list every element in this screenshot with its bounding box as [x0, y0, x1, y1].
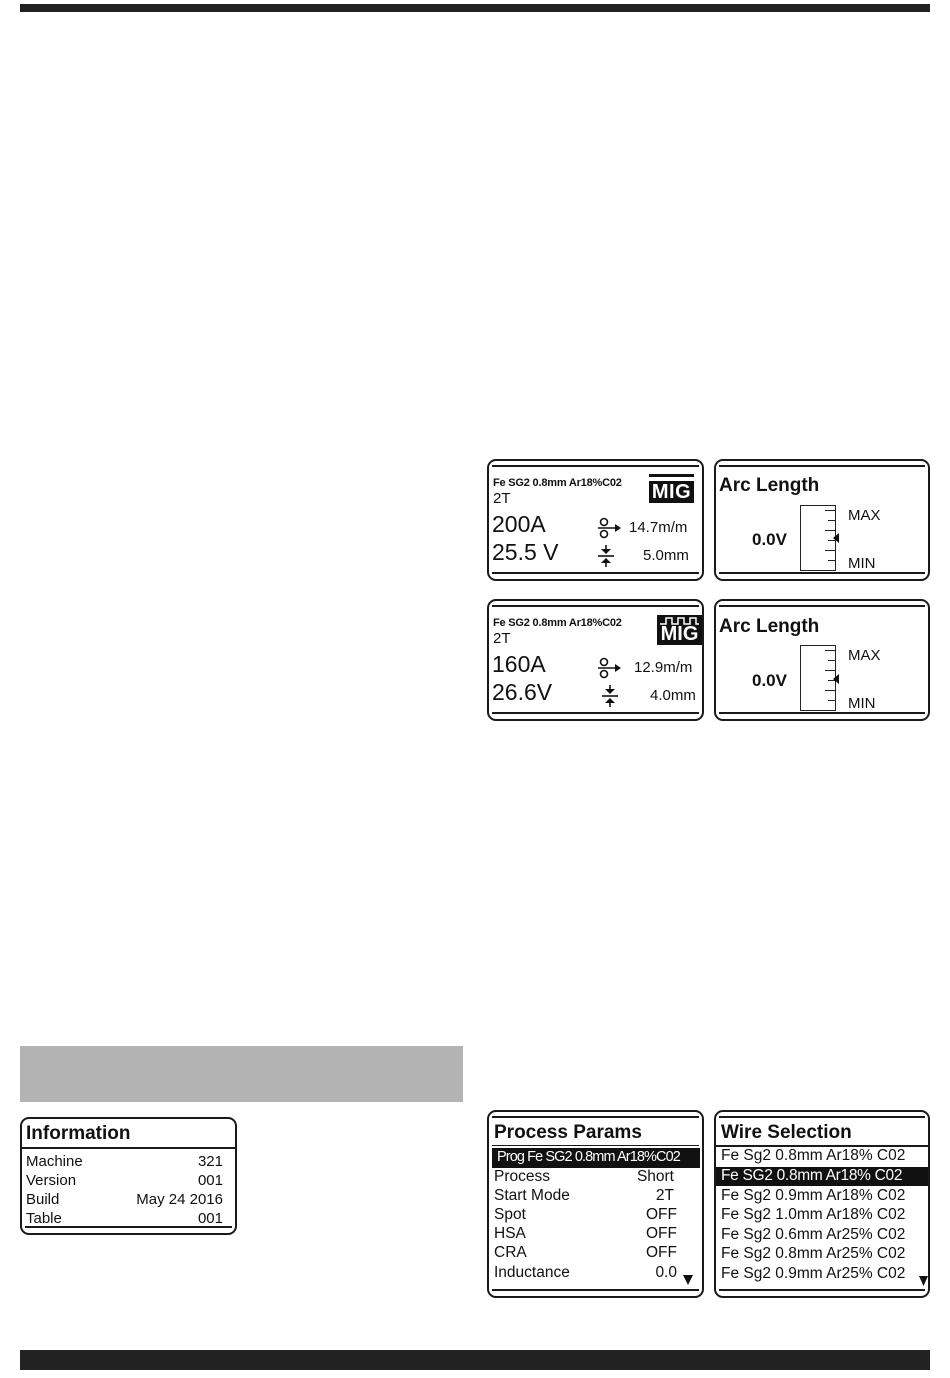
wire-list-item[interactable]: Fe Sg2 0.8mm Ar25% C02	[721, 1245, 906, 1262]
process-params-title: Process Params	[494, 1122, 642, 1143]
param-label-process[interactable]: Process	[494, 1168, 550, 1185]
info-value-version: 001	[197, 1172, 223, 1189]
info-value-build: May 24 2016	[136, 1191, 223, 1208]
current-value: 160A	[492, 651, 546, 677]
thickness-icon	[596, 545, 616, 567]
mig-logo-bar	[649, 474, 694, 477]
level-pointer-icon	[833, 674, 839, 684]
program-name: Fe SG2 0.8mm Ar18%C02	[493, 617, 622, 629]
param-label-cra[interactable]: CRA	[494, 1244, 527, 1261]
pulse-mig-logo	[657, 615, 702, 645]
min-label: MIN	[848, 555, 876, 572]
arc-level-scale	[800, 505, 836, 571]
wire-feed-icon	[596, 517, 622, 539]
arc-length-screen-2	[714, 599, 930, 721]
min-label: MIN	[848, 695, 876, 712]
title-divider	[492, 1145, 699, 1146]
mig-logo: MIG	[649, 481, 694, 503]
wire-list-item-selected[interactable]	[716, 1167, 928, 1186]
info-label-table: Table	[26, 1210, 62, 1227]
max-label: MAX	[848, 647, 881, 664]
param-label-start-mode[interactable]: Start Mode	[494, 1187, 570, 1204]
information-screen	[20, 1117, 237, 1235]
param-value-process: Short	[636, 1168, 674, 1185]
level-pointer-icon	[833, 533, 839, 543]
info-label-machine: Machine	[26, 1153, 83, 1170]
wire-selection-screen	[714, 1110, 930, 1298]
section-header-bar	[20, 1046, 463, 1102]
voltage-value: 26.6V	[492, 679, 553, 705]
mig-main-screen-1	[487, 459, 704, 581]
scroll-down-arrow-icon[interactable]	[683, 1275, 693, 1285]
param-value-spot: OFF	[646, 1206, 677, 1223]
weld-mode: 2T	[493, 490, 511, 507]
current-value: 200A	[492, 511, 546, 537]
program-name: Fe SG2 0.8mm Ar18%C02	[493, 477, 622, 489]
arc-length-screen-1	[714, 459, 930, 581]
information-title: Information	[26, 1123, 131, 1144]
wire-list-item[interactable]: Fe Sg2 0.9mm Ar25% C02	[721, 1265, 906, 1282]
arc-voltage-value: 0.0V	[752, 671, 787, 690]
info-value-machine: 321	[197, 1153, 223, 1170]
selected-program-row[interactable]	[492, 1148, 700, 1168]
bottom-rule	[20, 1350, 930, 1370]
arc-length-title: Arc Length	[719, 616, 820, 637]
wire-list-item[interactable]: Fe Sg2 0.6mm Ar25% C02	[721, 1226, 906, 1243]
wire-feed-icon	[596, 657, 622, 679]
voltage-value: 25.5 V	[492, 539, 559, 565]
title-divider	[22, 1147, 235, 1149]
max-label: MAX	[848, 507, 881, 524]
param-value-hsa: OFF	[646, 1225, 677, 1242]
scroll-down-arrow-icon[interactable]	[919, 1276, 928, 1286]
thickness-icon	[600, 685, 620, 707]
thickness-value: 4.0mm	[650, 687, 696, 704]
info-label-version: Version	[26, 1172, 77, 1189]
info-value-table: 001	[197, 1210, 223, 1227]
param-label-spot[interactable]: Spot	[494, 1206, 526, 1223]
arc-level-scale	[800, 645, 836, 711]
param-value-cra: OFF	[646, 1244, 677, 1261]
wire-selection-title: Wire Selection	[721, 1122, 852, 1143]
weld-mode: 2T	[493, 630, 511, 647]
top-rule	[20, 4, 930, 12]
wire-list-item[interactable]: Fe Sg2 0.9mm Ar18% C02	[721, 1187, 906, 1204]
param-value-inductance: 0.0	[655, 1264, 677, 1281]
selected-program-label: Prog Fe SG2 0.8mm Ar18%C02	[497, 1149, 680, 1165]
arc-voltage-value: 0.0V	[752, 530, 787, 549]
mig-main-screen-2	[487, 599, 704, 721]
wire-list-item[interactable]: Fe Sg2 0.8mm Ar18% C02	[721, 1147, 906, 1164]
thickness-value: 5.0mm	[643, 547, 689, 564]
info-label-build: Build	[26, 1191, 60, 1208]
wire-speed-value: 12.9m/m	[634, 659, 693, 676]
wire-speed-value: 14.7m/m	[629, 519, 688, 536]
wire-list-item[interactable]: Fe Sg2 1.0mm Ar18% C02	[721, 1206, 906, 1223]
process-params-screen	[487, 1110, 704, 1298]
param-label-hsa[interactable]: HSA	[494, 1225, 526, 1242]
mig-logo: MIG	[660, 623, 699, 645]
param-value-start-mode: 2T	[655, 1187, 674, 1204]
arc-length-title: Arc Length	[719, 475, 820, 496]
wire-list-item-selected-label: Fe SG2 0.8mm Ar18% C02	[721, 1167, 903, 1184]
param-label-inductance[interactable]: Inductance	[494, 1264, 570, 1281]
